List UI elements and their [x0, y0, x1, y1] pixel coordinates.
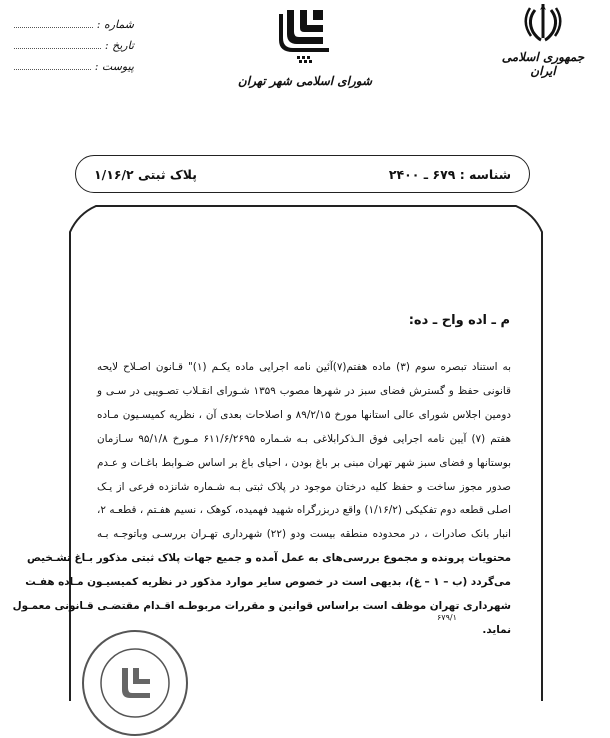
council-seal-stamp: [80, 628, 190, 738]
footnote-number: ۶۷۹/۱: [437, 613, 457, 622]
body-line-bold: نماید.: [482, 623, 511, 636]
body-line: هفتم (۷) آیین نامه اجرایی فوق الـذکرابلاغی بـه شـماره ۶۱۱/۶/۲۶۹۵ مـورخ ۹۵/۱/۸ سـازمان: [97, 432, 511, 445]
body-line: بوستانها و فضای سبز شهر تهران مبنی بر باغ بودن ، احیای باغ بر اساس ضـوابط باغـات و عـدم: [97, 456, 511, 469]
ref-label-date: تاریخ :: [104, 39, 134, 52]
council-logo-block: [230, 4, 380, 94]
body-line: به استناد تبصره سوم (۳) ماده هفتم(۷)آئین نامه اجرایی ماده یکـم (۱)" قـانون اصـلاح لایحه: [97, 361, 512, 373]
plate-value: ۱/۱۶/۲: [94, 166, 134, 182]
ref-label-number: شماره :: [96, 18, 134, 31]
body-line: اصلی قطعه دوم تفکیکی (۱/۱۶/۲) واقع دربزرگراه شهید فهمیده، کوهک ، نسیم هفـتم ، قطعـه ۲،: [97, 504, 511, 517]
ref-dots: [14, 69, 91, 70]
plate-group: [94, 167, 197, 182]
body-line: انبار بانک صادرات ، در محدوده منطقه بیست ودو (۲۲) شهرداری تهـران بررسـی وباتوجـه بـه: [97, 528, 511, 541]
section-heading: م ـ اده واح ـ ده:: [408, 313, 510, 328]
body-line-bold: می‌گردد (ب – ۱ – غ)، بدیهی است در خصوص سایر موارد مذکور در نظریه کمیسیـون مـاده هفـت: [25, 576, 511, 589]
plate-label: پلاک ثبتی: [138, 166, 197, 182]
ref-row-attachment: [14, 52, 134, 73]
identifier-value: ۶۷۹ ـ ۲۴۰۰: [388, 166, 456, 182]
body-line-bold: شهرداری تهران موظف است براساس قوانین و مقررات مربوطـه اقـدام مقتضـی قـانونی معمـول: [12, 600, 511, 613]
country-caption: جمهوری اسلامی ایران: [501, 50, 585, 78]
council-caption: شورای اسلامی شهر تهران: [237, 74, 373, 88]
resolution-body: [12, 356, 512, 643]
ref-dots: [14, 48, 101, 49]
country-emblem-block: [488, 2, 598, 78]
ref-dots: [14, 27, 93, 28]
council-logo-icon: [265, 4, 345, 66]
iran-emblem-icon: [523, 2, 563, 44]
identifier-box: [75, 155, 530, 193]
body-line: دومین اجلاس شورای عالی استانها مورخ ۸۹/۲/۱۵ و اصلاحات بعدی آن ، نظریه کمیسـیون مـاده: [97, 408, 511, 421]
reference-fields: [14, 10, 134, 73]
ref-label-attachment: پیوست :: [94, 60, 134, 73]
ref-row-number: [14, 10, 134, 31]
ref-row-date: [14, 31, 134, 52]
body-line-bold: محتویات پرونده و مجموع بررسی‌های به عمل آمده و جمیع جهات پلاک ثبتی مذکور بـاغ تشـخیص: [26, 552, 511, 565]
body-line: صدور مجوز ساخت و حفظ کلیه درختان موجود در پلاک ثبتی بـه شـماره شانزده فرعی از یـک: [97, 480, 511, 493]
identifier-label: شناسه :: [459, 166, 511, 182]
body-line: قانونی حفظ و گسترش فضای سبز در شهرها مصوب ۱۳۵۹ شـورای انقـلاب تصـویبی در سـی و: [97, 384, 511, 397]
identifier-group: [389, 167, 511, 182]
